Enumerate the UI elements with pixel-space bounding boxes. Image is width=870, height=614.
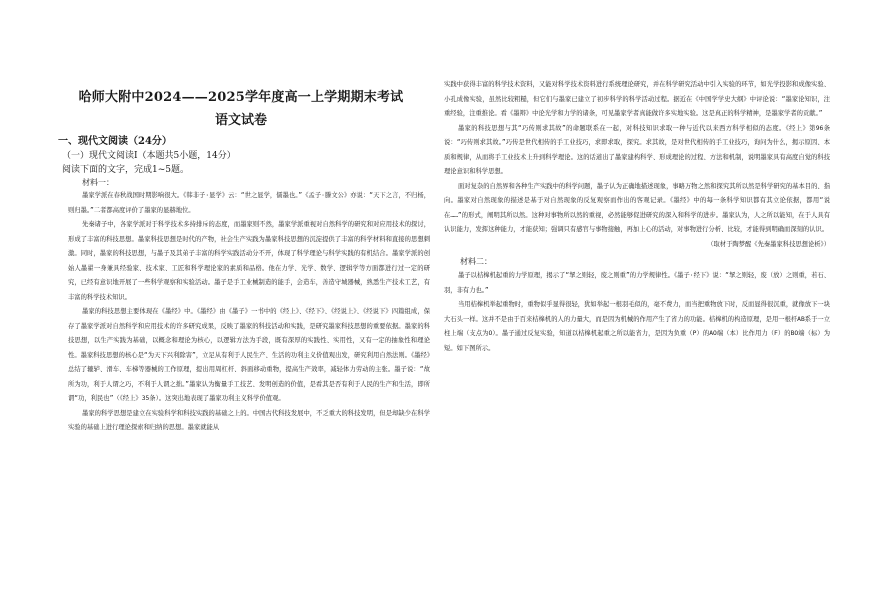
paragraph: 实践中获得丰富的科学技术资料，又能对科学技术资料进行系统理论研究，并在科学研究活动中引入实验的环节，如光学投影和成像实验、小孔成像实验，虽然比较粗糙，但它们与墨家已建立了初步科学的科学活动过程。据近在《中国学学史大纲》中评论说：“墨家论知识，注重经验，注重推论。看《墨辩》中论光学和力学的诸条，可见墨家学者真能做许多实地实验。这是真正的科学精神，是墨家学者的贡献。” [444,81,830,117]
section-heading: 一、现代文阅读（24分） [58,136,172,147]
material-one-label: 材料一： [82,178,114,187]
paragraph: 墨子以桔槔机起重的力学原理，揭示了“挈之则轻，废之则重”的力学规律性。《墨子·经下》说：“挈之则轻，废（放）之则重，若石、羽，非有力也。” [444,272,830,294]
paragraph: 面对复杂的自然界和各种生产实践中的科学问题，墨子认为正确地描述现象，事略万物之然和探究其所以然是科学研究的基本目的、指向。墨家对自然现象的描述是基于对自然现象的反复观察而作出的客观记录。《墨经》中的每一条科学知识都有其立论依据，都用“说在……”的形式，阐明其所以然。这种对事物所以然的重视，必然能够促进研究的深入和科学的进步。墨家认为，人之所以能知，在于人具有认识能力，发挥这种能力，才能获知；强调只有感官与事物接触，再加上心的活动，对事物进行分析、比较，才能得到明确而深刻的认识。 [444,182,830,233]
sub-section-heading: （一）现代文阅读Ⅰ（本题共5小题，14分） [62,151,236,161]
right-column [444,0,830,614]
left-column [52,0,430,614]
paragraph: 墨家的科学思想是建立在实验科学和科技实践的基础之上的。中国古代科技发展中，不乏重大的科技发明，但是却缺少在科学实验的基础上进行理论探索和归纳的思想。墨家就能从 [68,409,430,431]
paragraph: 墨家学派在春秋战国时期影响很大。《韩非子·显学》云：“世之显学，儒墨也。”《孟子·滕文公》亦说：“天下之言，不归杨，则归墨。”二者都高度评价了墨家的显赫地位。 [68,192,430,214]
reading-instruction: 阅读下面的文字，完成1~5题。 [62,165,189,175]
material-two-label: 材料二： [460,257,492,266]
exam-title: 哈师大附中2024——2025学年度高一上学期期末考试 [78,90,404,105]
paragraph: 墨家的科技思想主要体现在《墨经》中。《墨经》由《墨子》一书中的《经上》、《经下》、《经说上》、《经说下》四篇组成，保存了墨家学派对自然科学和应用技术的许多研究成果，反映了墨家的科技活动和实践，是研究墨家科技思想的重要依据。墨家的科技思想，以生产实践为基础，以概念和理论为核心，以逻辑方法为手段，既有深厚的实践性、实用性，又有一定的抽象性和理论性。墨家科技思想的核心是“为天下兴利除害”，立足从有利于人民生产、生活的功利主义价值观出发，研究利用自然法则。《墨经》总结了辘轳、滑车、车梯等器械的工作原理，提出用周杠杆、斜面移动重物，提高生产效率，减轻体力劳动的主张。墨子说：“故所为功，利于人谓之巧，不利于人谓之拙。”墨家认为衡量手工技艺、发明创造的价值，是看其是否有利于人民的生产和生活，即所谓“功，利民也”（《经上》35条）。这突出地表现了墨家功利主义科学价值观。 [68,308,430,402]
paragraph: 当用桔槔机举起重物时，重物似乎显得很轻，犹如举起一根羽毛似的，毫不费力，而当把重物放下时，反而显得很沉重，就像放下一块大石头一样。这并不是由于百来桔槔机的人的力量大，而是因为机械的作用产生了省力的功能。桔槔机的构造原理，是用一根杆AB系于一立柱上端（支点为O）。墨子通过反复实验，知道以桔槔机起重之所以能省力，是因为负重（P）的AO端（本）比作用力（F）的BO端（标）为短。如下图所示。 [444,301,830,352]
source-citation: （取材于陶梦醒《先秦墨家科技思想论析》） [707,240,830,248]
paragraph: 墨家的科技思想与其“巧传则求其故”的命题联系在一起，对科技知识求取一种与近代以来西方科学相似的态度。《经上》第96条说：“巧传则求其故。”巧传是世代相传的手工业技巧，求即求取，探究。求其故，是对世代相传的手工业技巧，询问为什么，揭示原因、本质和规律，从而将手工业技术上升到科学理论。这的话道出了墨家建构科学、形成理论的过程、方法和机制，说明墨家具有高度自觉的科技理论意识和科学思想。 [444,124,830,175]
paragraph: 先秦诸子中，各家学派对于科学技术多持排斥的态度，而墨家则不然，墨家学派重视对自然科学的研究和对应用技术的探讨，形成了丰富的科技思想。墨家科技思想是时代的产物，社会生产实践为墨家科技思想的沉淀提供了丰富的科学材料和直接的思想刺激。同时，墨家的科技思想，与墨子及其弟子丰富的科学实践活动分不开，体现了科学理论与科学实践的有机结合。墨家学派的创始人墨翟一身兼具经验家、技术家、工匠和科学理论家的素质和品格。他在力学、光学、数学、逻辑学等方面都进行过一定的研究，已经有意识地开展了一些科学观察和实验活动。墨子是手工业械制造的能手，会造车，善造守城器械，熟悉生产技术工艺，有丰富的科学技术知识。 [68,221,430,301]
exam-subtitle: 语文试卷 [214,113,267,128]
